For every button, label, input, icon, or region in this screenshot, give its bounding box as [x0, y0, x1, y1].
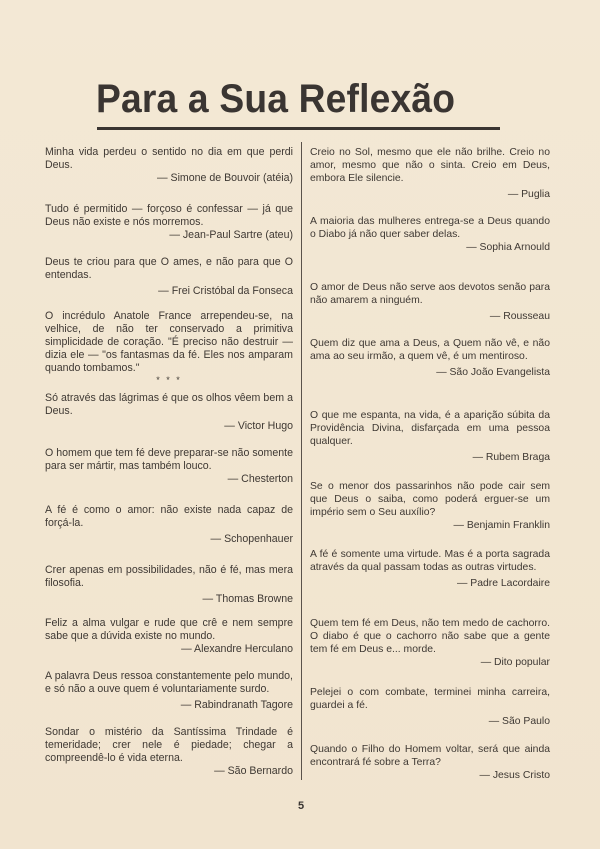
quote-item	[45, 564, 293, 606]
quote-text: A maioria das mulheres entrega-se a Deus quando o Diabo já não quer saber delas.	[310, 216, 550, 240]
quote-text: A palavra Deus ressoa constantemente pelo mundo, e só não a ouve quem é voluntariamente surdo.	[45, 670, 293, 695]
quote-item	[310, 146, 550, 201]
quote-item	[310, 617, 550, 669]
quote-text: Deus te criou para que O ames, e não para que O entendas.	[45, 256, 293, 281]
quote-author: — Dito popular	[480, 657, 550, 668]
quote-item	[45, 146, 293, 185]
quote-author: — Puglia	[507, 189, 550, 200]
quote-item	[45, 504, 293, 546]
quote-text: O incrédulo Anatole France arrependeu-se, na velhice, de não ter conservado a primitiva simplicidade de coração. "É preciso não destruir — dizia ele — "os fantasmas da fé. Eles nos amparam quando tombamos."	[45, 310, 293, 374]
quote-item	[45, 726, 293, 778]
quote-author: — São Paulo	[488, 716, 550, 727]
quote-item	[310, 480, 550, 532]
quote-item	[310, 337, 550, 379]
quote-author: — Rubem Braga	[472, 452, 550, 463]
quote-item	[45, 256, 293, 298]
quote-text: Tudo é permitido — forçoso é confessar — já que Deus não existe e nós morremos.	[45, 203, 293, 228]
quote-author: — Benjamin Franklin	[453, 520, 550, 531]
quote-text: Minha vida perdeu o sentido no dia em que perdi Deus.	[45, 146, 293, 171]
quote-author: — Chesterton	[227, 473, 293, 485]
quote-item	[310, 686, 550, 728]
quote-item	[45, 447, 293, 486]
quote-text: Feliz a alma vulgar e rude que crê e nem sempre sabe que a dúvida existe no mundo.	[45, 617, 293, 642]
separator-stars: * * *	[156, 375, 182, 385]
quote-item	[310, 409, 550, 464]
quote-item	[45, 392, 293, 433]
quote-author: — Padre Lacordaire	[457, 578, 550, 589]
quote-item	[310, 215, 550, 254]
quote-author: — São Bernardo	[214, 765, 293, 777]
quote-author: — Jesus Cristo	[479, 770, 550, 781]
column-divider	[301, 142, 302, 780]
quote-author: — Jean-Paul Sartre (ateu)	[169, 229, 293, 241]
quote-author: — Frei Cristóbal da Fonseca	[158, 285, 293, 297]
quote-text: O que me espanta, na vida, é a aparição súbita da Providência Divina, disfarçada em uma pessoa qualquer.	[310, 410, 550, 447]
quote-author: — Simone de Bouvoir (atéia)	[156, 172, 293, 184]
quote-text: O homem que tem fé deve preparar-se não somente para ser mártir, mas também louco.	[45, 447, 293, 472]
quote-item	[45, 617, 293, 656]
quote-text: Quando o Filho do Homem voltar, será que ainda encontrará fé sobre a Terra?	[310, 744, 550, 768]
quote-author: — Alexandre Herculano	[181, 643, 293, 655]
quote-text: O amor de Deus não serve aos devotos senão para não amarem a ninguém.	[310, 282, 550, 306]
quote-item	[310, 743, 550, 782]
quote-text: Crer apenas em possibilidades, não é fé, mas mera filosofia.	[45, 564, 293, 589]
quote-author: — Victor Hugo	[224, 420, 293, 432]
quote-author: — Sophia Arnould	[466, 242, 550, 253]
quote-author: — Thomas Browne	[202, 593, 293, 605]
quote-item	[45, 670, 293, 712]
page-number: 5	[297, 800, 305, 812]
quote-text: Quem diz que ama a Deus, a Quem não vê, e não ama ao seu irmão, a quem vê, é um mentiroso.	[310, 338, 550, 362]
quote-text: Quem tem fé em Deus, não tem medo de cachorro. O diabo é que o cachorro não sabe que a gente tem fé em Deus e... morde.	[310, 618, 550, 655]
quote-text: A fé é como o amor: não existe nada capaz de forçá-la.	[45, 504, 293, 529]
quote-text: Pelejei o com combate, terminei minha carreira, guardei a fé.	[310, 687, 550, 711]
quote-item	[310, 281, 550, 323]
quote-author: — São João Evangelista	[436, 367, 550, 378]
quote-item	[310, 548, 550, 590]
quote-text: Sondar o mistério da Santíssima Trindade é temeridade; crer nele é piedade; chegar a compreendê-lo é vida eterna.	[45, 726, 293, 764]
quote-item	[45, 310, 293, 385]
quote-author: — Schopenhauer	[210, 533, 293, 545]
quote-author: — Rabindranath Tagore	[180, 699, 293, 711]
quote-text: Só através das lágrimas é que os olhos vêem bem a Deus.	[45, 392, 293, 417]
title-underline	[97, 127, 500, 130]
page-title: Para a Sua Reflexão	[96, 77, 456, 121]
quote-text: Creio no Sol, mesmo que ele não brilhe. Creio no amor, mesmo que não o sinta. Creio em Deus, embora Ele silencie.	[310, 147, 550, 184]
quote-author: — Rousseau	[489, 311, 550, 322]
quote-text: Se o menor dos passarinhos não pode cair sem que Deus o saiba, como poderá erguer-se um império sem o Seu auxílio?	[310, 481, 550, 518]
quote-item	[45, 203, 293, 242]
quote-text: A fé é somente uma virtude. Mas é a porta sagrada através da qual passam todas as outras virtudes.	[310, 549, 550, 573]
